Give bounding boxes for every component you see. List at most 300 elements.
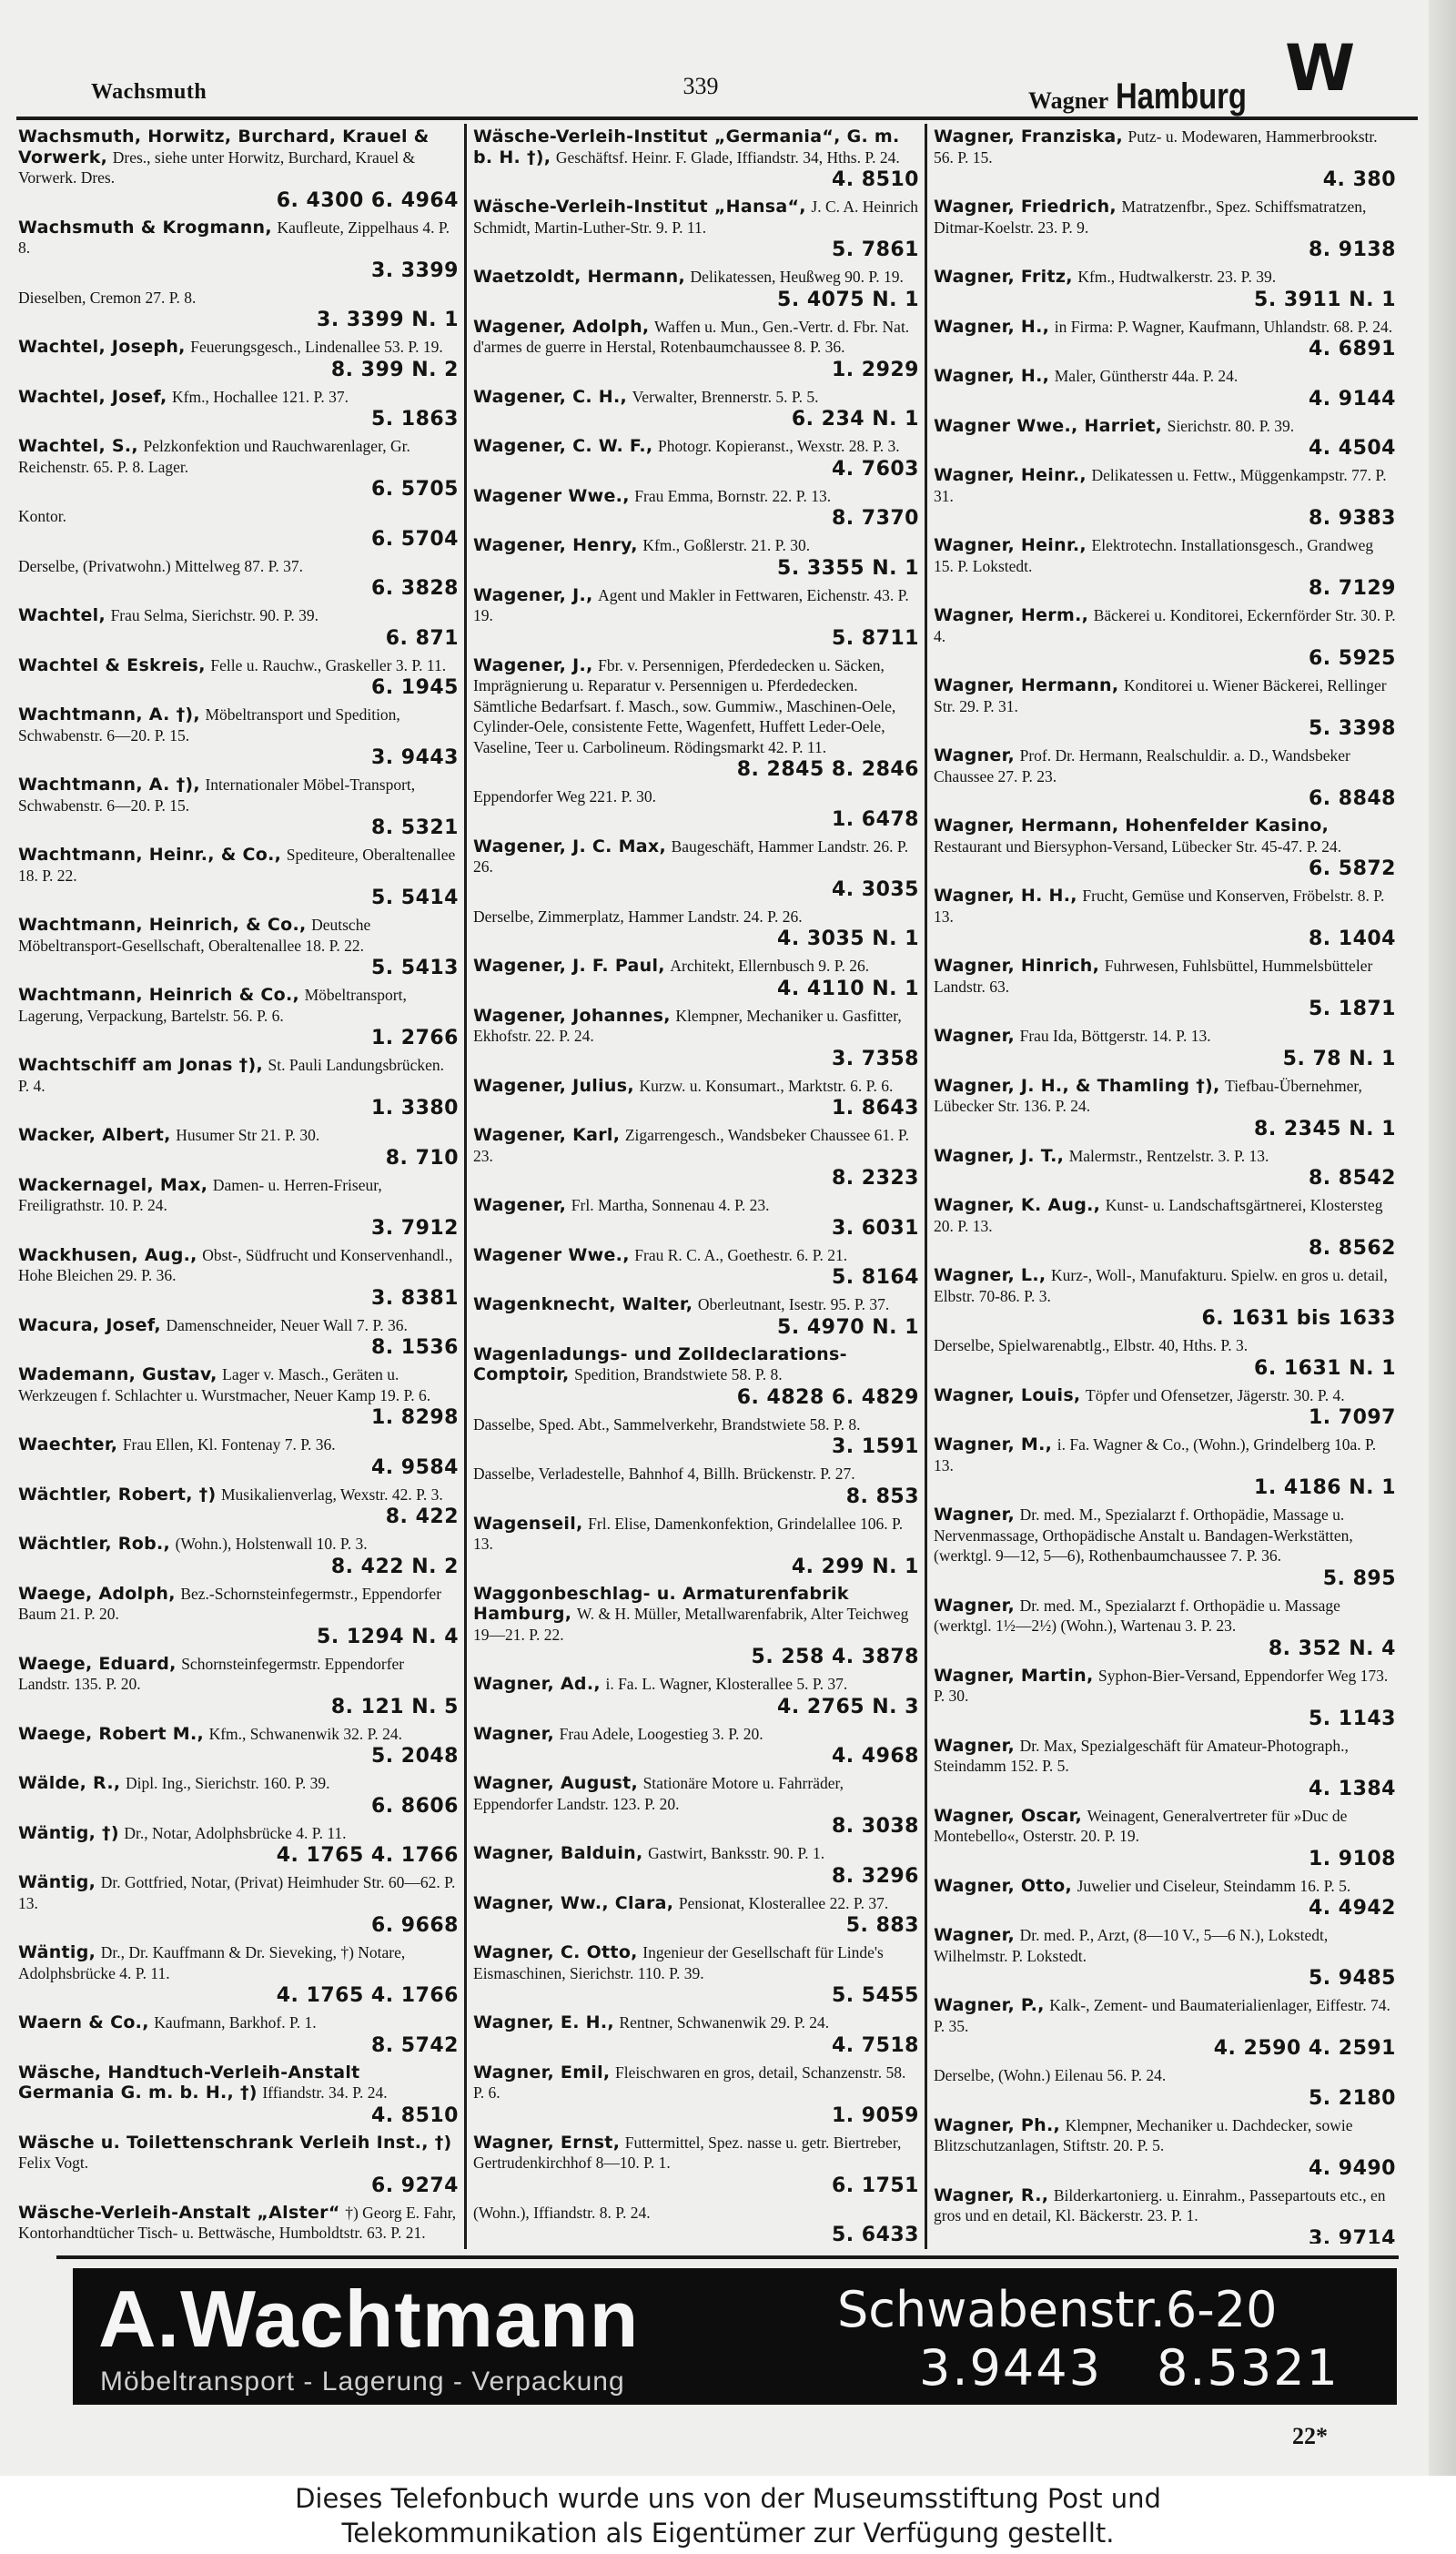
listing-name: Wagner, K. Aug., <box>934 1195 1101 1215</box>
listing-detail: Frl. Elise, Damenkonfektion, Grindelallee 106. P. 13. <box>473 1514 904 1553</box>
listing-detail: Spedition, Brandstwiete 58. P. 8. <box>574 1365 783 1383</box>
listing-phone-number: 6. 8848 <box>1308 787 1396 810</box>
listing-entry <box>473 388 919 432</box>
listing-name: Wagner, E. H., <box>473 2012 614 2032</box>
listing-name: Wagner, <box>934 1735 1016 1756</box>
listing-phone-number: 4. 1384 <box>1308 1777 1396 1800</box>
listing-detail: Tiefbau-Übernehmer, Lübecker Str. 136. P. 24. <box>934 1076 1362 1115</box>
listing-phone-number: 5. 5455 <box>831 1984 919 2007</box>
listing-detail: i. Fa. Wagner & Co., (Wohn.), Grindelberg 10a. P. 13. <box>934 1435 1377 1475</box>
listing-entry <box>934 198 1396 262</box>
listing-detail: Dr. med. M., Spezialarzt f. Orthopädie u. Massage (werktgl. 1½—2½) (Wohn.), Wartenau 3. P. 23. <box>934 1596 1340 1635</box>
listing-entry <box>473 1295 919 1340</box>
listing-detail: Felle u. Rauchw., Graskeller 3. P. 11. <box>210 655 447 674</box>
listing-entry <box>473 487 919 532</box>
listing-name: Wachtmann, Heinrich, & Co., <box>18 915 307 935</box>
listing-detail: Felix Vogt. <box>18 2154 89 2172</box>
listing-entry <box>473 437 919 481</box>
listing-name: Wäsche-Verleih-Institut „Hansa“, <box>473 197 806 217</box>
listing-phone-number: 4. 4110 N. 1 <box>777 977 919 1000</box>
listing-entry <box>18 986 459 1050</box>
listing-phone-number: 3. 3399 <box>370 258 459 282</box>
listing-detail: Futtermittel, Spez. nasse u. getr. Biertreber, Gertrudenkirchhof 8—10. P. 1. <box>473 2133 902 2172</box>
listing-phone-number: 6. 3828 <box>370 577 459 600</box>
listing-detail: Lager v. Masch., Geräten u. Werkzeugen f. Schlachter u. Wurstmacher, Neuer Kamp 19. P. 6. <box>18 1365 431 1404</box>
listing-entry <box>934 2186 1396 2245</box>
listing-entry <box>934 2066 1396 2111</box>
listing-entry <box>18 656 459 701</box>
listing-detail: Architekt, Ellernbusch 9. P. 26. <box>670 957 870 975</box>
listing-phone-number: 6. 9274 <box>370 2174 459 2197</box>
listing-detail: Dieselben, Cremon 27. P. 8. <box>18 288 197 307</box>
listing-phone-number: 4. 8510 <box>370 2103 459 2127</box>
listing-entry <box>934 1877 1396 1921</box>
bottom-rule <box>56 2255 1399 2259</box>
column-3 <box>934 127 1396 2244</box>
listing-entry <box>18 1774 459 1819</box>
listing-name: Wagener, Henry, <box>473 535 638 555</box>
listing-detail: Dasselbe, Sped. Abt., Sammelverkehr, Brandstwiete 58. P. 8. <box>473 1414 861 1434</box>
listing-detail: J. C. A. Heinrich Schmidt, Martin-Luther-Str. 9. P. 11. <box>473 198 919 237</box>
listing-phone-number: 1. 8298 <box>370 1406 459 1429</box>
listing-name: Wagner, Ph., <box>934 2114 1061 2135</box>
listing-detail: Kunst- u. Landschaftsgärtnerei, Klostersteg 20. P. 13. <box>934 1196 1383 1235</box>
listing-entry <box>18 1943 459 2008</box>
listing-name: Wagener, C. W. F., <box>473 436 653 456</box>
header-city: Hamburg <box>1116 76 1248 117</box>
listing-phone-number: 4. 9584 <box>370 1455 459 1479</box>
listing-phone-number: 5. 8711 <box>831 626 919 650</box>
listing-name: Wälde, R., <box>18 1773 121 1793</box>
listing-entry <box>18 1485 459 1530</box>
listing-phone-number: 3. 9443 <box>370 746 459 769</box>
listing-detail: Dr. med. P., Arzt, (8—10 V., 5—6 N.), Lokstedt, Wilhelmstr. P. Lokstedt. <box>934 1926 1329 1965</box>
listing-name: Wagner, Louis, <box>934 1384 1081 1405</box>
listing-name: Wäntig, †) <box>18 1822 119 1843</box>
listing-name: Wagner, Otto, <box>934 1875 1073 1896</box>
listing-detail: Dr., Dr. Kauffmann & Dr. Sieveking, †) Notare, Adolphsbrücke 4. P. 11. <box>18 1943 406 1982</box>
listing-detail: Kontor. <box>18 507 66 525</box>
listing-name: Wagner, Hinrich, <box>934 956 1100 976</box>
listing-phone-number: 4. 3035 <box>831 877 919 901</box>
listing-phone-number: 5. 895 <box>1322 1566 1396 1590</box>
listing-phone-number: 4. 8510 <box>831 168 919 191</box>
listing-phone-number: 5. 2048 <box>370 1745 459 1768</box>
listing-name: Wagner, Ad., <box>473 1674 601 1694</box>
listing-phone-number: 1. 9059 <box>831 2103 919 2127</box>
listing-detail: Pelzkonfektion und Rauchwarenlager, Gr. Reichenstr. 65. P. 8. Lager. <box>18 437 410 476</box>
listing-name: Wagener, C. H., <box>473 386 628 407</box>
listing-phone-number: 8. 5742 <box>370 2033 459 2057</box>
listing-phone-number: 3. 7358 <box>831 1047 919 1070</box>
listing-entry <box>18 2133 459 2198</box>
listing-entry <box>473 1774 919 1839</box>
listing-entry <box>473 1943 919 2008</box>
listing-detail: Damen- u. Herren-Friseur, Freiligrathstr. 10. P. 24. <box>18 1175 382 1214</box>
listing-name: Wagner, Heinr., <box>934 535 1087 555</box>
listing-detail: Waffen u. Mun., Gen.-Vertr. d. Fbr. Nat. d'armes de guerre in Herstal, Rotenbaumchaussee 8. P. 36. <box>473 317 910 356</box>
listing-entry <box>934 1807 1396 1871</box>
sheet-number: 22* <box>1292 2423 1328 2449</box>
listing-name: Wagner, <box>934 1595 1016 1616</box>
listing-name: Wäntig, <box>18 1872 96 1892</box>
listing-detail: Frucht, Gemüse und Konserven, Fröbelstr. 8. P. 13. <box>934 887 1385 926</box>
listing-name: Wackhusen, Aug., <box>18 1244 197 1265</box>
listing-name: Wagner, H., <box>934 366 1050 386</box>
listing-name: Wagner, Oscar, <box>934 1805 1083 1826</box>
listing-entry <box>18 1655 459 1719</box>
listing-name: Wäsche, Handtuch-Verleih-Anstalt Germania G. m. b. H., †) <box>18 2062 360 2103</box>
listing-phone-number: 4. 9490 <box>1308 2156 1396 2180</box>
listing-entry <box>18 2063 459 2128</box>
listing-phone-number: 4. 4504 <box>1308 437 1396 460</box>
header-last-name-text: Wagner <box>1028 87 1109 114</box>
page-header <box>82 31 1383 117</box>
listing-name: Wagener, J. C. Max, <box>473 836 666 856</box>
listing-detail: Delikatessen u. Fettw., Müggenkampstr. 77. P. 31. <box>934 466 1387 505</box>
listing-detail: Kaufmann, Barkhof. P. 1. <box>154 2013 317 2032</box>
listing-name: Wagner, August, <box>473 1773 638 1793</box>
listing-detail: Matratzenfbr., Spez. Schiffsmatratzen, Ditmar-Koelstr. 23. P. 9. <box>934 198 1367 237</box>
listing-entry <box>473 1196 919 1241</box>
listing-name: Wagner, Heinr., <box>934 465 1087 485</box>
listing-name: Wagener Wwe., <box>473 1244 630 1265</box>
listing-detail: Internationaler Möbel-Transport, Schwabenstr. 6—20. P. 15. <box>18 775 416 815</box>
listing-entry <box>473 1515 919 1579</box>
column-divider <box>925 124 927 2249</box>
listing-detail: Oberleutnant, Isestr. 95. P. 37. <box>697 1295 890 1313</box>
listing-entry <box>18 437 459 502</box>
listing-name: Wagner, <box>934 745 1016 765</box>
listing-name: Wagener, Adolph, <box>473 316 650 337</box>
listing-name: Wachtel & Eskreis, <box>18 654 206 675</box>
listing-entry <box>473 656 919 783</box>
header-letter: W <box>1285 31 1356 106</box>
listing-entry <box>18 1435 459 1480</box>
listing-detail: Stationäre Motore u. Fahrräder, Eppendorfer Landstr. 123. P. 20. <box>473 1774 844 1813</box>
donation-notice-line-2: Telekommunikation als Eigentümer zur Verfügung gestellt. <box>341 2518 1115 2549</box>
listing-phone-number: 3. 1591 <box>831 1435 919 1458</box>
listing-detail: Photogr. Kopieranst., Wexstr. 28. P. 3. <box>658 437 900 455</box>
listing-name: Wagener, Julius, <box>473 1075 634 1096</box>
listing-phone-number: 6. 5872 <box>1308 857 1396 880</box>
listing-detail: (Wohn.), Iffiandstr. 8. P. 24. <box>473 2203 651 2222</box>
listing-entry <box>18 1585 459 1649</box>
listing-detail: Sierichstr. 80. P. 39. <box>1167 416 1295 435</box>
listing-phone-number: 8. 7370 <box>831 507 919 530</box>
listing-phone-number: 8. 121 N. 5 <box>330 1695 459 1718</box>
listing-entry <box>473 268 919 312</box>
listing-detail: Bilderkartonierg. u. Einrahm., Passepartouts etc., en gros und en detail, Kl. Bäckerstr. 23. P. 1. <box>934 2185 1386 2225</box>
listing-name: Wagner, J. T., <box>934 1145 1065 1166</box>
listing-detail: Gastwirt, Banksstr. 90. P. 1. <box>648 1844 825 1862</box>
listing-detail: Husumer Str 21. P. 30. <box>176 1126 320 1144</box>
listing-detail: St. Pauli Landungsbrücken. P. 4. <box>18 1056 444 1095</box>
listing-entry <box>934 1926 1396 1991</box>
listing-detail: Derselbe, (Wohn.) Eilenau 56. P. 24. <box>934 2066 1167 2084</box>
listing-detail: Klempner, Mechaniker u. Dachdecker, sowie Blitzschutzanlagen, Stiftstr. 20. P. 5. <box>934 2115 1353 2154</box>
listing-name: Wacura, Josef, <box>18 1314 161 1335</box>
listing-entry <box>934 1196 1396 1261</box>
listing-name: Wagener, Johannes, <box>473 1005 671 1026</box>
listing-detail: Derselbe, Zimmerplatz, Hammer Landstr. 24. P. 26. <box>473 907 803 926</box>
listing-detail: Kfm., Goßlerstr. 21. P. 30. <box>642 536 811 554</box>
listing-detail: Konditorei u. Wiener Bäckerei, Rellinger Str. 29. P. 31. <box>934 676 1387 715</box>
listing-entry <box>18 338 459 382</box>
listing-entry <box>473 907 919 952</box>
listing-name: Wagner, P., <box>934 1995 1045 2015</box>
ad-phone-2: 8.5321 <box>1156 2339 1340 2397</box>
listing-name: Wagner, <box>934 1026 1016 1046</box>
listing-detail: Spediteure, Oberaltenallee 18. P. 22. <box>18 846 456 885</box>
listing-name: Wagner, Hermann, <box>934 675 1119 695</box>
listing-name: Wagener, <box>473 1195 567 1215</box>
listing-entry <box>934 318 1396 362</box>
listing-phone-number: 8. 2323 <box>831 1167 919 1190</box>
listing-entry <box>934 1147 1396 1191</box>
listing-name: Wachtel, Josef, <box>18 386 167 407</box>
listing-name: Wäntig, <box>18 1942 96 1962</box>
listing-phone-number: 5. 2180 <box>1308 2086 1396 2110</box>
listing-detail: Obst-, Südfrucht und Konservenhandl., Hohe Bleichen 29. P. 36. <box>18 1245 453 1284</box>
listing-phone-number: 4. 7603 <box>831 457 919 481</box>
listing-entry <box>473 1894 919 1939</box>
listing-name: Waege, Eduard, <box>18 1653 177 1674</box>
listing-phone-number: 1. 7097 <box>1308 1406 1396 1429</box>
listing-phone-number: 6. 5925 <box>1308 647 1396 670</box>
listing-detail: Dipl. Ing., Sierichstr. 160. P. 39. <box>125 1774 330 1792</box>
listing-entry <box>934 466 1396 531</box>
listing-name: Wagner, Balduin, <box>473 1843 643 1863</box>
listing-entry <box>473 1725 919 1769</box>
listing-phone-number: 5. 78 N. 1 <box>1282 1047 1396 1070</box>
listing-phone-number: 8. 352 N. 4 <box>1268 1637 1396 1660</box>
listing-phone-number: 4. 3035 N. 1 <box>777 927 919 950</box>
listing-phone-number: 6. 1751 <box>831 2174 919 2197</box>
listing-detail: Kalk-, Zement- und Baumaterialienlager, Eiffestr. 74. P. 35. <box>934 1996 1390 2035</box>
listing-name: Wagener, J. F. Paul, <box>473 956 665 976</box>
listing-entry <box>934 1027 1396 1071</box>
listing-phone-number: 8. 7129 <box>1308 577 1396 600</box>
listing-detail: Iffiandstr. 34. P. 24. <box>262 2083 388 2102</box>
listing-detail: Bäckerei u. Konditorei, Eckernförder Str. 30. P. 4. <box>934 606 1396 645</box>
ad-tagline: Möbeltransport - Lagerung - Verpackung <box>100 2367 625 2397</box>
listing-phone-number: 8. 2845 8. 2846 <box>736 758 919 781</box>
listing-entry <box>934 367 1396 411</box>
listing-entry <box>18 1725 459 1769</box>
listing-phone-number: 6. 4828 6. 4829 <box>736 1385 919 1409</box>
listing-phone-number: 8. 1404 <box>1308 927 1396 950</box>
listing-phone-number: 5. 3911 N. 1 <box>1254 288 1396 311</box>
listing-name: Wagner, Ernst, <box>473 2132 621 2153</box>
listing-entry <box>18 507 459 552</box>
listing-phone-number: 8. 1536 <box>370 1336 459 1359</box>
listing-detail: Derselbe, (Privatwohn.) Mittelweg 87. P. 37. <box>18 556 304 575</box>
listing-detail: Fleischwaren en gros, detail, Schanzenstr. 58. P. 6. <box>473 2062 906 2102</box>
listing-detail: Kaufleute, Zippelhaus 4. P. 8. <box>18 218 450 257</box>
listing-name: Wackernagel, Max, <box>18 1174 208 1195</box>
listing-entry <box>473 1007 919 1071</box>
listing-phone-number: 1. 9108 <box>1308 1847 1396 1870</box>
listing-phone-number: 6. 1945 <box>370 676 459 699</box>
listing-phone-number: 4. 2765 N. 3 <box>777 1695 919 1718</box>
listing-detail: Verwalter, Brennerstr. 5. P. 5. <box>632 387 819 406</box>
listing-name: Wachtschiff am Jonas †), <box>18 1055 263 1075</box>
listing-detail: Weinagent, Generalvertreter für »Duc de Montebello«, Osterstr. 20. P. 19. <box>934 1806 1348 1845</box>
listing-detail: Delikatessen, Heußweg 90. P. 19. <box>690 268 904 286</box>
ad-company-name: A.Wachtmann <box>98 2274 640 2364</box>
listing-entry <box>18 1246 459 1311</box>
listing-detail: Frau Ida, Böttgerstr. 14. P. 13. <box>1019 1027 1211 1045</box>
listing-detail: Kfm., Hudtwalkerstr. 23. P. 39. <box>1077 268 1277 286</box>
listing-name: Wademann, Gustav, <box>18 1364 217 1384</box>
listing-entry <box>18 388 459 432</box>
listing-entry <box>934 1077 1396 1141</box>
listing-name: Waege, Robert M., <box>18 1723 204 1744</box>
listing-detail: Restaurant und Biersyphon-Versand, Lübecker Str. 45-47. P. 24. <box>934 836 1342 856</box>
listing-name: Wachtmann, A. †), <box>18 704 200 725</box>
listing-phone-number: 5. 6433 <box>831 2224 919 2244</box>
listing-entry <box>934 887 1396 951</box>
listing-entry <box>18 2013 459 2058</box>
listing-detail: Bez.-Schornsteinfegermstr., Eppendorfer Baum 21. P. 20. <box>18 1584 442 1623</box>
listing-phone-number: 6. 5705 <box>370 478 459 501</box>
listing-detail: Syphon-Bier-Versand, Eppendorfer Weg 173. P. 30. <box>934 1666 1389 1705</box>
listing-name: Waege, Adolph, <box>18 1583 176 1604</box>
listing-name: Wäsche-Verleih-Anstalt „Alster“ <box>18 2202 340 2223</box>
listing-entry <box>18 705 459 770</box>
listing-entry <box>934 1336 1396 1381</box>
listing-detail: Juwelier und Ciseleur, Steindamm 16. P. 5. <box>1077 1876 1351 1895</box>
listing-entry <box>18 1176 459 1241</box>
listing-name: Wachtel, <box>18 605 106 625</box>
listing-entry <box>934 2116 1396 2181</box>
listing-entry <box>18 606 459 651</box>
listing-phone-number: 6. 1631 N. 1 <box>1254 1356 1396 1380</box>
listing-phone-number: 3. 7912 <box>370 1216 459 1240</box>
listing-entry <box>934 957 1396 1021</box>
listing-name: Wacker, Albert, <box>18 1125 171 1145</box>
listing-entry <box>934 676 1396 741</box>
listing-entry <box>18 2204 459 2245</box>
listing-name: Wagner, Franziska, <box>934 127 1123 147</box>
listing-entry <box>934 816 1396 881</box>
listing-detail: i. Fa. L. Wagner, Klosterallee 5. P. 37. <box>605 1675 848 1693</box>
listing-detail: Kfm., Hochallee 121. P. 37. <box>172 387 349 406</box>
listing-phone-number: 4. 380 <box>1322 168 1396 191</box>
listing-phone-number: 5. 1871 <box>1308 998 1396 1020</box>
listing-name: Wagener Wwe., <box>473 485 630 506</box>
listing-detail: Derselbe, Spielwarenabtlg., Elbstr. 40, Hths. P. 3. <box>934 1336 1249 1354</box>
donation-notice-line-1: Dieses Telefonbuch wurde uns von der Museumsstiftung Post und <box>295 2483 1161 2514</box>
listing-name: Wachtel, S., <box>18 436 138 456</box>
listing-detail: Frau Selma, Sierichstr. 90. P. 39. <box>110 606 319 624</box>
listing-entry <box>473 1077 919 1121</box>
listing-detail: Zigarrengesch., Wandsbeker Chaussee 61. P. 23. <box>473 1126 910 1165</box>
listing-entry <box>473 1464 919 1509</box>
listing-entry <box>934 1996 1396 2061</box>
listing-name: Wagner, L., <box>934 1265 1046 1285</box>
listing-detail: Pensionat, Klosterallee 22. P. 37. <box>678 1893 889 1912</box>
listing-entry <box>934 417 1396 461</box>
listing-entry <box>18 218 459 283</box>
column-2 <box>473 127 919 2244</box>
listing-name: Waggonbeschlag- u. Armaturenfabrik Hamburg, <box>473 1583 849 1624</box>
column-divider <box>464 124 467 2249</box>
listing-entry <box>934 268 1396 312</box>
listing-entry <box>473 957 919 1001</box>
listing-name: Wagner, <box>934 1505 1016 1525</box>
listing-name: Wagener, J., <box>473 654 593 675</box>
listing-phone-number: 8. 3038 <box>831 1815 919 1838</box>
listing-detail: Frau Emma, Bornstr. 22. P. 13. <box>634 486 832 505</box>
listing-detail: Dres., siehe unter Horwitz, Burchard, Krauel & Vorwerk. Dres. <box>18 147 416 187</box>
listing-detail: Malermstr., Rentzelstr. 3. P. 13. <box>1068 1146 1269 1165</box>
listing-detail: Möbeltransport und Spedition, Schwabenstr. 6—20. P. 15. <box>18 705 400 745</box>
listing-entry <box>934 1596 1396 1661</box>
listing-entry <box>18 775 459 840</box>
advertisement-banner <box>73 2268 1397 2405</box>
header-last-name <box>1028 76 1276 117</box>
listing-name: Wagner Wwe., Harriet, <box>934 415 1163 436</box>
listing-entry <box>473 1675 919 1719</box>
listing-name: Wagener, Karl, <box>473 1125 621 1145</box>
listing-name: Waechter, <box>18 1434 118 1454</box>
listing-detail: Kurz-, Woll-, Manufakturu. Spielw. en gros u. detail, Elbstr. 70-86. P. 3. <box>934 1266 1388 1305</box>
listing-phone-number: 1. 2929 <box>831 358 919 381</box>
header-page-number: 339 <box>682 73 719 99</box>
top-rule <box>16 117 1418 120</box>
listing-phone-number: 5. 5414 <box>370 887 459 909</box>
listing-phone-number: 8. 422 <box>385 1505 459 1528</box>
listing-detail: Frau R. C. A., Goethestr. 6. P. 21. <box>634 1245 848 1264</box>
listing-phone-number: 6. 1631 bis 1633 <box>1201 1307 1396 1330</box>
listing-name: Wagner, Fritz, <box>934 267 1073 287</box>
listing-name: Wagner, Hermann, Hohenfelder Kasino, <box>934 816 1330 836</box>
listing-phone-number: 5. 1863 <box>370 408 459 431</box>
listing-entry <box>18 127 459 213</box>
listing-phone-number: 3. 3399 N. 1 <box>317 309 459 331</box>
listing-detail: Frau Adele, Loogestieg 3. P. 20. <box>559 1724 763 1743</box>
listing-entry <box>934 1435 1396 1500</box>
listing-entry <box>473 2013 919 2058</box>
listing-phone-number: 8. 8562 <box>1308 1237 1396 1260</box>
listing-name: Wagenladungs- und Zolldeclarations-Comptoir, <box>473 1343 847 1384</box>
listing-phone-number: 5. 3398 <box>1308 717 1396 740</box>
listing-entry <box>18 1535 459 1579</box>
listing-entry <box>934 536 1396 601</box>
listing-entry <box>18 1365 459 1430</box>
listing-name: Wagner, Ww., Clara, <box>473 1892 674 1913</box>
listing-detail: Möbeltransport, Lagerung, Verpackung, Bartelstr. 56. P. 6. <box>18 986 407 1025</box>
ad-phone-1: 3.9443 <box>919 2339 1102 2397</box>
listing-detail: Fbr. v. Persennigen, Pferdedecken u. Säcken, Imprägnierung u. Reparatur v. Persennigen u. Pferdedecken. Sämtliche Bedarfsart. f. Masch., sow. Gummiw., Maschinen-Oele, Cylinder-Oele, consistente Fette, Wagenfett, Huffett Leder-Oele, Vaseline, Teer u. Carbolineum. Rödingsmarkt 42. P. 11. <box>473 655 896 756</box>
listing-name: Wachtmann, A. †), <box>18 775 200 795</box>
listing-detail: (Wohn.), Holstenwall 10. P. 3. <box>175 1535 368 1553</box>
listing-phone-number: 4. 9144 <box>1308 387 1396 410</box>
listing-detail: Kurzw. u. Konsumart., Marktstr. 6. P. 6. <box>639 1076 894 1095</box>
listing-detail: in Firma: P. Wagner, Kaufmann, Uhlandstr. 68. P. 24. <box>1054 317 1393 336</box>
listing-entry <box>934 1505 1396 1591</box>
listing-phone-number: 1. 3380 <box>370 1097 459 1120</box>
listing-phone-number: 4. 299 N. 1 <box>791 1555 919 1578</box>
listing-entry <box>934 606 1396 671</box>
header-first-name: Wachsmuth <box>91 80 207 104</box>
listing-entry <box>473 787 919 832</box>
listing-phone-number: 3. 8381 <box>370 1286 459 1310</box>
listing-name: Wagner, Friedrich, <box>934 197 1117 217</box>
listing-detail: Frl. Martha, Sonnenau 4. P. 23. <box>571 1196 770 1214</box>
